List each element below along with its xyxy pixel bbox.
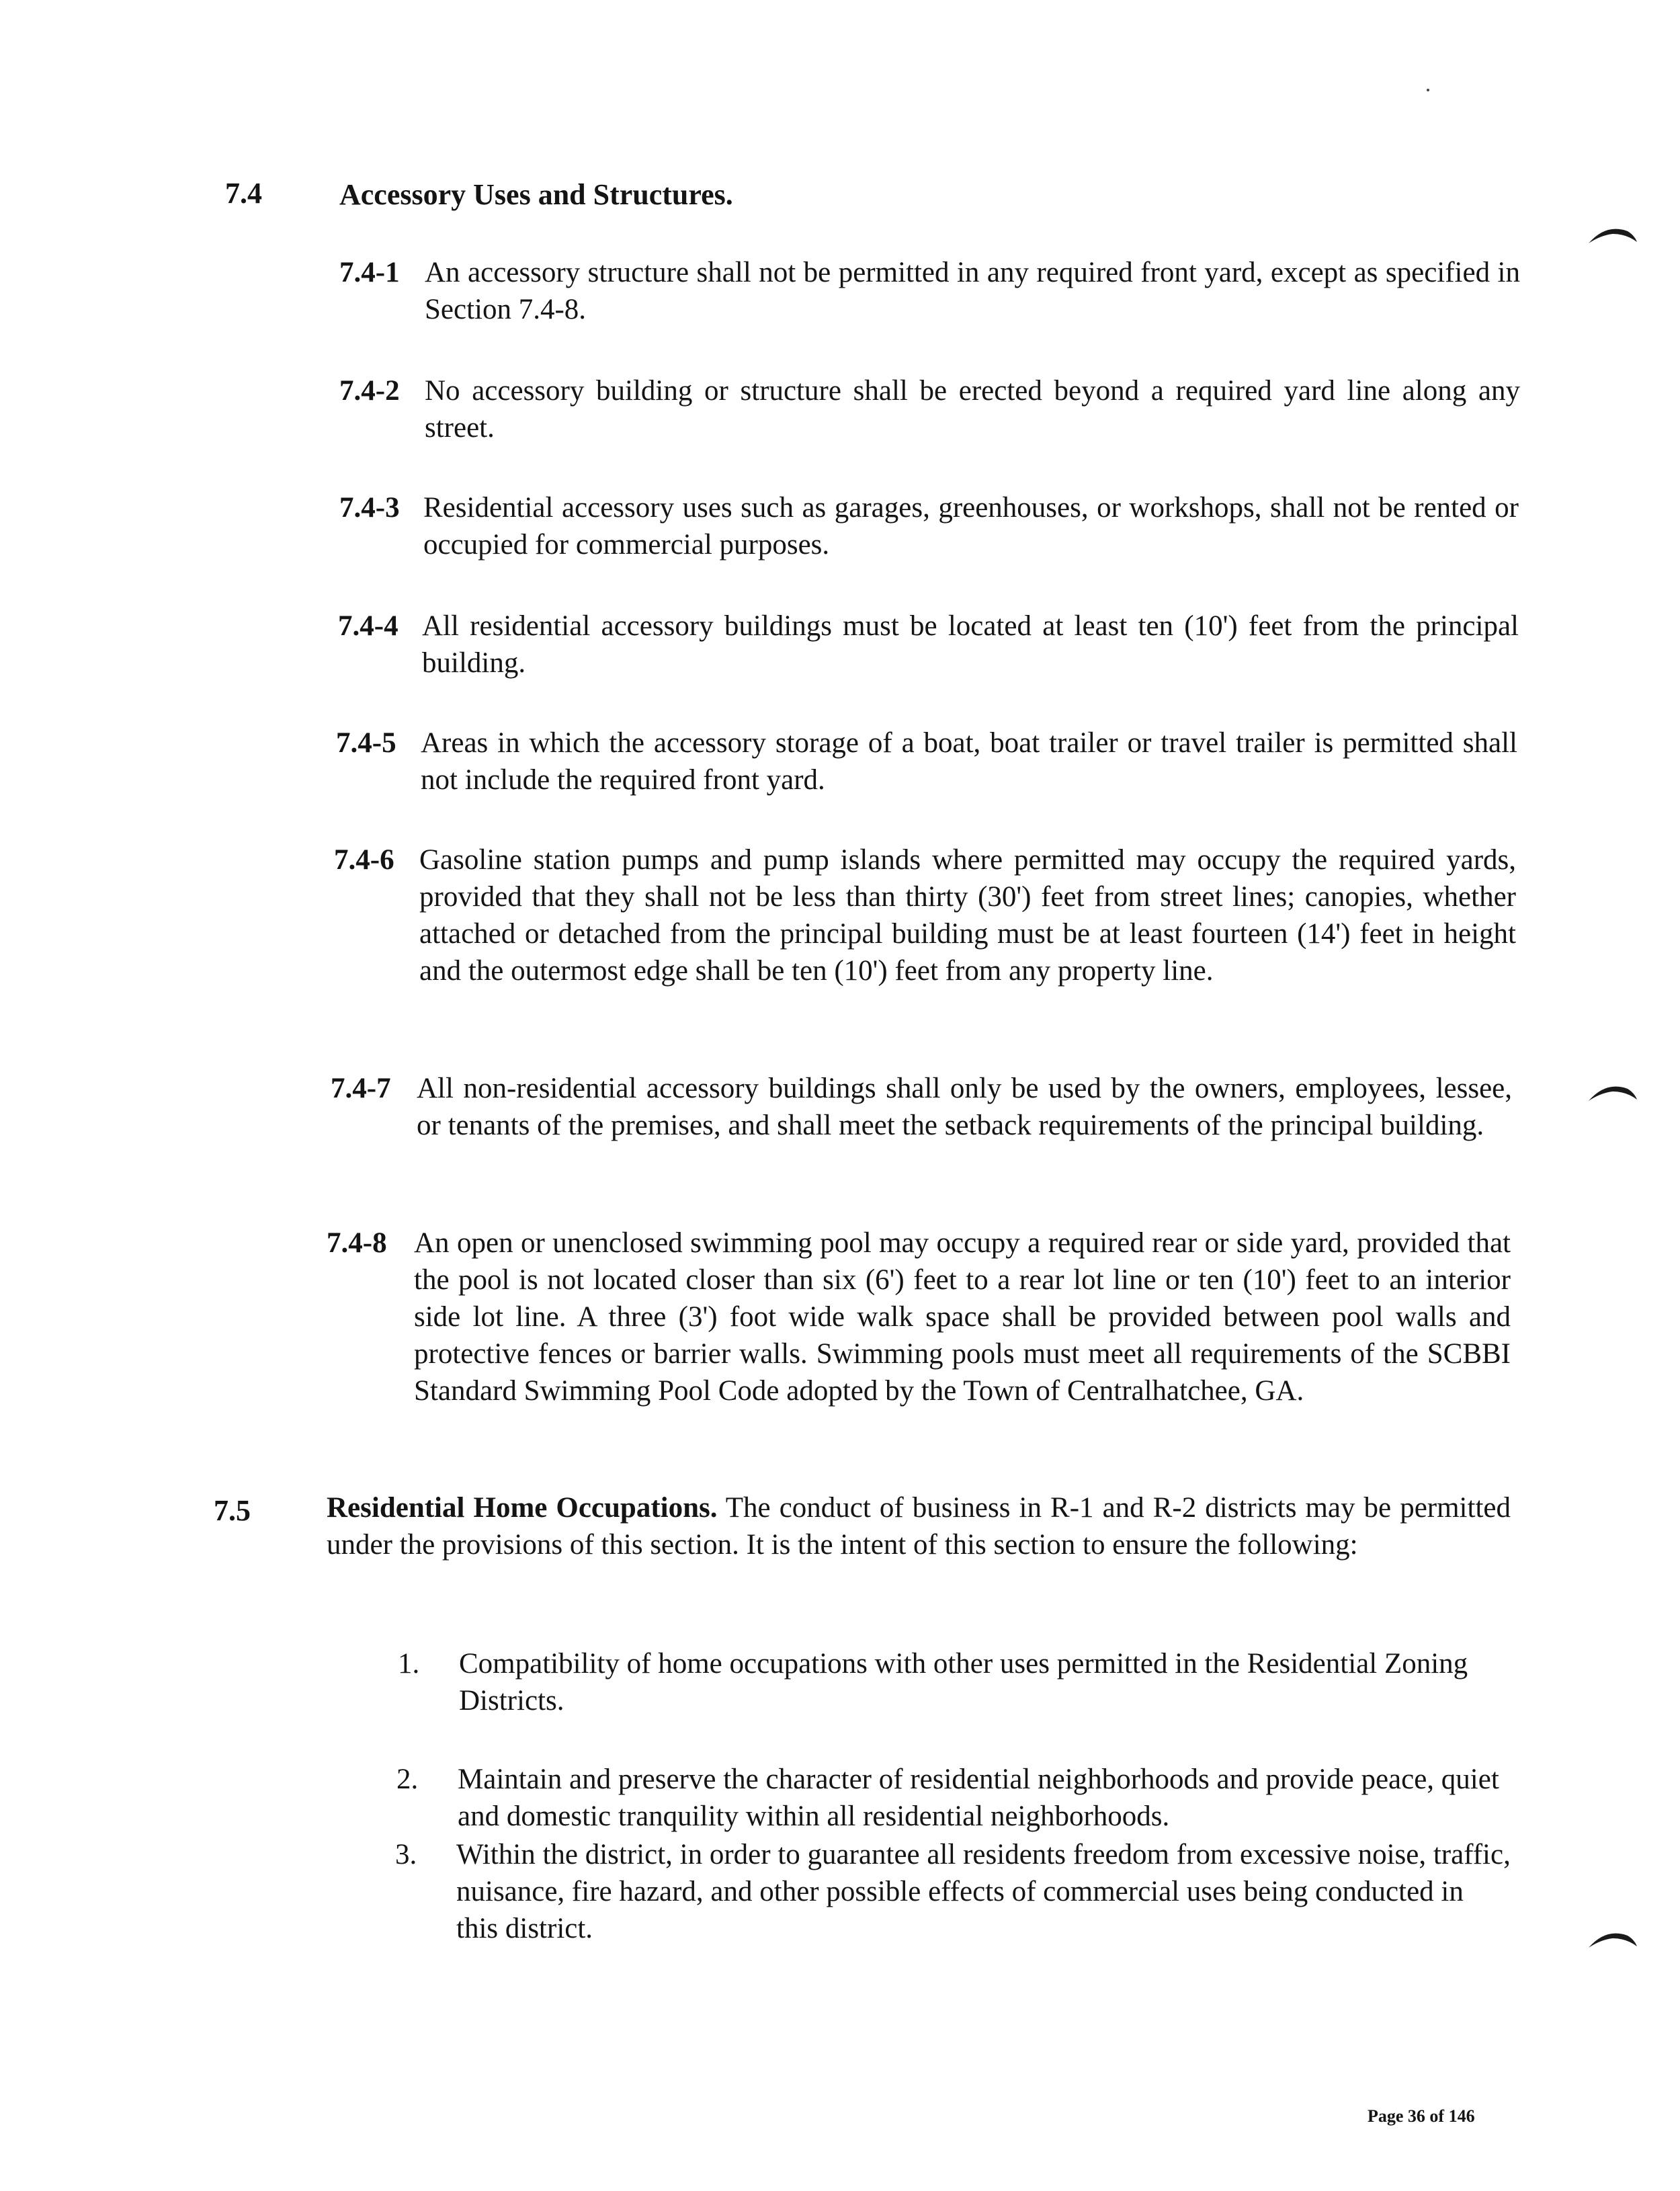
subsection-number: 7.4-5 (336, 727, 396, 759)
margin-binder-mark (1586, 1926, 1640, 1953)
subsection-number: 7.4-2 (339, 375, 400, 407)
subsection-number: 7.4-1 (339, 257, 400, 288)
margin-binder-mark (1586, 1079, 1640, 1106)
section-title-7-4: Accessory Uses and Structures. (339, 178, 733, 211)
list-number: 1. (398, 1648, 420, 1680)
subsection-text: Residential accessory uses such as garages, greenhouses, or workshops, shall not be rented or occupied for commercial purposes. (423, 492, 1519, 561)
subsection-number: 7.4-6 (334, 844, 394, 876)
subsection-text: All residential accessory buildings must be located at least ten (10') feet from the principal building. (422, 610, 1519, 679)
subsection-text: Gasoline station pumps and pump islands where permitted may occupy the required yards, provided that they shall not be less than thirty (30') feet from street lines; canopies, whether attached or detached from the principal building must be at least fourteen (14') feet in height and the outermost edge shall be ten (10') feet from any property line. (419, 844, 1516, 987)
list-item-text: Within the district, in order to guarantee all residents freedom from excessive noise, traffic, nuisance, fire hazard, and other possible effects of commercial uses being conducted in this district. (456, 1839, 1511, 1944)
list-item-text: Maintain and preserve the character of residential neighborhoods and provide peace, quiet and domestic tranquility within all residential neighborhoods. (458, 1764, 1499, 1832)
subsection-number: 7.4-7 (331, 1073, 391, 1104)
section-number-7-5: 7.5 (214, 1494, 251, 1527)
subsection-number: 7.4-8 (327, 1227, 387, 1259)
scan-dot (1427, 89, 1429, 91)
section-number-7-4: 7.4 (225, 177, 262, 210)
list-number: 3. (395, 1839, 417, 1870)
section-intro: The conduct of business in R-1 and R-2 districts may be permitted under the provisions of this section. It is the intent of this section to ensure the following: (327, 1492, 1511, 1561)
section-7-5-paragraph (327, 1489, 1511, 1563)
section-title-7-5: Residential Home Occupations. (327, 1492, 718, 1524)
subsection-text: All non-residential accessory buildings shall only be used by the owners, employees, lessee, or tenants of the premises, and shall meet the setback requirements of the principal building. (417, 1073, 1512, 1141)
subsection-text: Areas in which the accessory storage of a boat, boat trailer or travel trailer is permitted shall not include the required front yard. (421, 727, 1517, 796)
subsection-number: 7.4-4 (338, 610, 398, 642)
subsection-text: An accessory structure shall not be permitted in any required front yard, except as specified in Section 7.4-8. (425, 257, 1520, 325)
list-number: 2. (396, 1764, 419, 1795)
margin-binder-mark (1586, 222, 1640, 249)
subsection-text: An open or unenclosed swimming pool may occupy a required rear or side yard, provided that the pool is not located closer than six (6') feet to a rear lot line or ten (10') feet to an interior side lot line. A three (3') foot wide walk space shall be provided between pool walls and protective fences or barrier walls. Swimming pools must meet all requirements of the SCBBI Standard Swimming Pool Code adopted by the Town of Centralhatchee, GA. (414, 1227, 1511, 1407)
subsection-text: No accessory building or structure shall be erected beyond a required yard line along any street. (425, 375, 1520, 444)
list-item-text: Compatibility of home occupations with other uses permitted in the Residential Zoning Districts. (459, 1648, 1468, 1717)
page-number-footer: Page 36 of 146 (1368, 2106, 1475, 2126)
subsection-number: 7.4-3 (339, 492, 400, 524)
